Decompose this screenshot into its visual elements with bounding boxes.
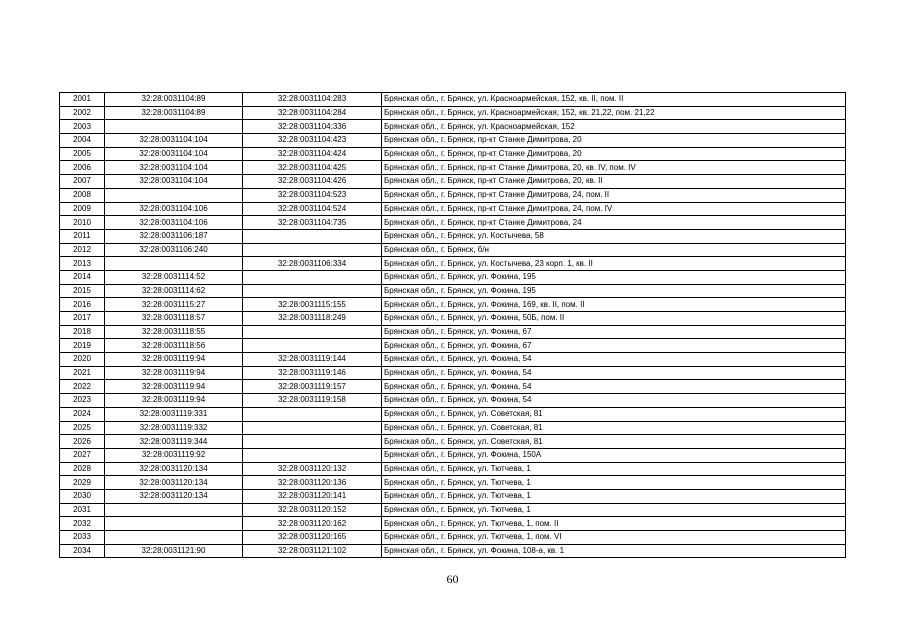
- row-number-cell: 2009: [60, 202, 105, 216]
- row-number-cell: 2033: [60, 531, 105, 545]
- table-row: [60, 366, 846, 380]
- room-cadastral-number-cell: 32:28:0031104:735: [243, 216, 382, 230]
- table-row: [60, 243, 846, 257]
- row-number-cell: 2020: [60, 353, 105, 367]
- table-row: [60, 216, 846, 230]
- row-number-cell: 2016: [60, 298, 105, 312]
- row-number-cell: 2026: [60, 435, 105, 449]
- table-row: [60, 93, 846, 107]
- table-row: [60, 284, 846, 298]
- registry-table: [59, 92, 846, 558]
- row-number-cell: 2032: [60, 517, 105, 531]
- row-number-cell: 2007: [60, 175, 105, 189]
- row-number-cell: 2003: [60, 120, 105, 134]
- room-cadastral-number-cell: [243, 339, 382, 353]
- table-row: [60, 517, 846, 531]
- cadastral-number-cell: 32:28:0031119:344: [105, 435, 243, 449]
- room-cadastral-number-cell: 32:28:0031104:424: [243, 147, 382, 161]
- cadastral-number-cell: [105, 188, 243, 202]
- address-cell: Брянская обл., г. Брянск, ул. Тютчева, 1: [382, 462, 846, 476]
- address-cell: Брянская обл., г. Брянск, ул. Фокина, 195: [382, 270, 846, 284]
- room-cadastral-number-cell: 32:28:0031119:144: [243, 353, 382, 367]
- address-cell: Брянская обл., г. Брянск, б/н: [382, 243, 846, 257]
- cadastral-number-cell: [105, 257, 243, 271]
- row-number-cell: 2027: [60, 448, 105, 462]
- address-cell: Брянская обл., г. Брянск, ул. Фокина, 54: [382, 366, 846, 380]
- table-row: [60, 407, 846, 421]
- room-cadastral-number-cell: [243, 284, 382, 298]
- row-number-cell: 2010: [60, 216, 105, 230]
- row-number-cell: 2018: [60, 325, 105, 339]
- cadastral-number-cell: 32:28:0031114:62: [105, 284, 243, 298]
- registry-table-body: [60, 93, 846, 558]
- address-cell: Брянская обл., г. Брянск, ул. Красноармейская, 152, кв. II, пом. II: [382, 93, 846, 107]
- address-cell: Брянская обл., г. Брянск, пр-кт Станке Димитрова, 24, пом. II: [382, 188, 846, 202]
- room-cadastral-number-cell: [243, 325, 382, 339]
- cadastral-number-cell: 32:28:0031104:104: [105, 147, 243, 161]
- cadastral-number-cell: 32:28:0031115:27: [105, 298, 243, 312]
- table-row: [60, 489, 846, 503]
- address-cell: Брянская обл., г. Брянск, ул. Фокина, 67: [382, 339, 846, 353]
- row-number-cell: 2024: [60, 407, 105, 421]
- address-cell: Брянская обл., г. Брянск, ул. Тютчева, 1: [382, 489, 846, 503]
- cadastral-number-cell: 32:28:0031119:331: [105, 407, 243, 421]
- address-cell: Брянская обл., г. Брянск, пр-кт Станке Димитрова, 24: [382, 216, 846, 230]
- room-cadastral-number-cell: 32:28:0031120:165: [243, 531, 382, 545]
- row-number-cell: 2006: [60, 161, 105, 175]
- table-row: [60, 435, 846, 449]
- cadastral-number-cell: [105, 120, 243, 134]
- room-cadastral-number-cell: 32:28:0031115:155: [243, 298, 382, 312]
- room-cadastral-number-cell: 32:28:0031120:162: [243, 517, 382, 531]
- address-cell: Брянская обл., г. Брянск, ул. Фокина, 150А: [382, 448, 846, 462]
- cadastral-number-cell: 32:28:0031104:104: [105, 134, 243, 148]
- row-number-cell: 2012: [60, 243, 105, 257]
- row-number-cell: 2025: [60, 421, 105, 435]
- room-cadastral-number-cell: 32:28:0031119:157: [243, 380, 382, 394]
- cadastral-number-cell: 32:28:0031104:89: [105, 106, 243, 120]
- row-number-cell: 2013: [60, 257, 105, 271]
- cadastral-number-cell: 32:28:0031119:94: [105, 366, 243, 380]
- address-cell: Брянская обл., г. Брянск, ул. Красноармейская, 152, кв. 21,22, пом. 21,22: [382, 106, 846, 120]
- room-cadastral-number-cell: 32:28:0031104:425: [243, 161, 382, 175]
- address-cell: Брянская обл., г. Брянск, пр-кт Станке Димитрова, 20, кв. II: [382, 175, 846, 189]
- row-number-cell: 2008: [60, 188, 105, 202]
- cadastral-number-cell: 32:28:0031106:187: [105, 229, 243, 243]
- room-cadastral-number-cell: 32:28:0031106:334: [243, 257, 382, 271]
- cadastral-number-cell: 32:28:0031118:56: [105, 339, 243, 353]
- table-row: [60, 298, 846, 312]
- row-number-cell: 2021: [60, 366, 105, 380]
- address-cell: Брянская обл., г. Брянск, ул. Тютчева, 1, пом. II: [382, 517, 846, 531]
- table-row: [60, 202, 846, 216]
- cadastral-number-cell: 32:28:0031119:94: [105, 353, 243, 367]
- table-row: [60, 448, 846, 462]
- address-cell: Брянская обл., г. Брянск, ул. Фокина, 108-а, кв. 1: [382, 544, 846, 558]
- table-row: [60, 339, 846, 353]
- row-number-cell: 2028: [60, 462, 105, 476]
- cadastral-number-cell: 32:28:0031104:104: [105, 175, 243, 189]
- address-cell: Брянская обл., г. Брянск, ул. Советская, 81: [382, 421, 846, 435]
- table-row: [60, 120, 846, 134]
- cadastral-number-cell: 32:28:0031104:89: [105, 93, 243, 107]
- cadastral-number-cell: [105, 517, 243, 531]
- cadastral-number-cell: 32:28:0031118:55: [105, 325, 243, 339]
- room-cadastral-number-cell: 32:28:0031104:283: [243, 93, 382, 107]
- room-cadastral-number-cell: [243, 270, 382, 284]
- room-cadastral-number-cell: 32:28:0031119:158: [243, 394, 382, 408]
- room-cadastral-number-cell: 32:28:0031104:284: [243, 106, 382, 120]
- address-cell: Брянская обл., г. Брянск, ул. Тютчева, 1: [382, 503, 846, 517]
- cadastral-number-cell: 32:28:0031119:94: [105, 380, 243, 394]
- table-row: [60, 531, 846, 545]
- table-row: [60, 188, 846, 202]
- table-row: [60, 229, 846, 243]
- room-cadastral-number-cell: 32:28:0031104:523: [243, 188, 382, 202]
- address-cell: Брянская обл., г. Брянск, пр-кт Станке Димитрова, 20: [382, 147, 846, 161]
- row-number-cell: 2019: [60, 339, 105, 353]
- room-cadastral-number-cell: 32:28:0031120:136: [243, 476, 382, 490]
- cadastral-number-cell: 32:28:0031114:52: [105, 270, 243, 284]
- cadastral-number-cell: 32:28:0031120:134: [105, 476, 243, 490]
- address-cell: Брянская обл., г. Брянск, ул. Красноармейская, 152: [382, 120, 846, 134]
- table-row: [60, 270, 846, 284]
- row-number-cell: 2017: [60, 312, 105, 326]
- address-cell: Брянская обл., г. Брянск, ул. Фокина, 54: [382, 380, 846, 394]
- table-row: [60, 134, 846, 148]
- cadastral-number-cell: 32:28:0031119:94: [105, 394, 243, 408]
- cadastral-number-cell: 32:28:0031104:106: [105, 202, 243, 216]
- cadastral-number-cell: 32:28:0031118:57: [105, 312, 243, 326]
- address-cell: Брянская обл., г. Брянск, ул. Советская, 81: [382, 407, 846, 421]
- table-row: [60, 380, 846, 394]
- table-row: [60, 394, 846, 408]
- table-row: [60, 353, 846, 367]
- address-cell: Брянская обл., г. Брянск, ул. Костычева, 58: [382, 229, 846, 243]
- cadastral-number-cell: 32:28:0031119:92: [105, 448, 243, 462]
- table-row: [60, 175, 846, 189]
- address-cell: Брянская обл., г. Брянск, пр-кт Станке Димитрова, 20, кв. IV, пом. IV: [382, 161, 846, 175]
- cadastral-number-cell: 32:28:0031120:134: [105, 489, 243, 503]
- table-row: [60, 503, 846, 517]
- room-cadastral-number-cell: 32:28:0031120:152: [243, 503, 382, 517]
- address-cell: Брянская обл., г. Брянск, ул. Костычева, 23 корп. 1, кв. II: [382, 257, 846, 271]
- cadastral-number-cell: [105, 531, 243, 545]
- cadastral-number-cell: 32:28:0031104:104: [105, 161, 243, 175]
- page-number: 60: [446, 572, 459, 586]
- row-number-cell: 2030: [60, 489, 105, 503]
- table-row: [60, 325, 846, 339]
- row-number-cell: 2015: [60, 284, 105, 298]
- table-row: [60, 257, 846, 271]
- row-number-cell: 2023: [60, 394, 105, 408]
- row-number-cell: 2034: [60, 544, 105, 558]
- address-cell: Брянская обл., г. Брянск, ул. Фокина, 50Б, пом. II: [382, 312, 846, 326]
- room-cadastral-number-cell: [243, 448, 382, 462]
- room-cadastral-number-cell: 32:28:0031104:423: [243, 134, 382, 148]
- room-cadastral-number-cell: [243, 421, 382, 435]
- room-cadastral-number-cell: [243, 435, 382, 449]
- table-row: [60, 147, 846, 161]
- row-number-cell: 2002: [60, 106, 105, 120]
- address-cell: Брянская обл., г. Брянск, ул. Тютчева, 1, пом. VI: [382, 531, 846, 545]
- address-cell: Брянская обл., г. Брянск, ул. Фокина, 195: [382, 284, 846, 298]
- room-cadastral-number-cell: 32:28:0031120:141: [243, 489, 382, 503]
- row-number-cell: 2014: [60, 270, 105, 284]
- row-number-cell: 2004: [60, 134, 105, 148]
- address-cell: Брянская обл., г. Брянск, ул. Фокина, 67: [382, 325, 846, 339]
- cadastral-number-cell: 32:28:0031121:90: [105, 544, 243, 558]
- address-cell: Брянская обл., г. Брянск, ул. Советская, 81: [382, 435, 846, 449]
- room-cadastral-number-cell: 32:28:0031119:146: [243, 366, 382, 380]
- table-row: [60, 421, 846, 435]
- row-number-cell: 2011: [60, 229, 105, 243]
- room-cadastral-number-cell: 32:28:0031121:102: [243, 544, 382, 558]
- room-cadastral-number-cell: [243, 243, 382, 257]
- row-number-cell: 2031: [60, 503, 105, 517]
- room-cadastral-number-cell: 32:28:0031104:524: [243, 202, 382, 216]
- room-cadastral-number-cell: 32:28:0031118:249: [243, 312, 382, 326]
- table-row: [60, 312, 846, 326]
- room-cadastral-number-cell: 32:28:0031104:336: [243, 120, 382, 134]
- room-cadastral-number-cell: [243, 229, 382, 243]
- row-number-cell: 2005: [60, 147, 105, 161]
- address-cell: Брянская обл., г. Брянск, ул. Фокина, 54: [382, 394, 846, 408]
- cadastral-number-cell: 32:28:0031119:332: [105, 421, 243, 435]
- address-cell: Брянская обл., г. Брянск, ул. Фокина, 169, кв. II, пом. II: [382, 298, 846, 312]
- address-cell: Брянская обл., г. Брянск, пр-кт Станке Димитрова, 24, пом. IV: [382, 202, 846, 216]
- table-row: [60, 544, 846, 558]
- row-number-cell: 2022: [60, 380, 105, 394]
- row-number-cell: 2001: [60, 93, 105, 107]
- room-cadastral-number-cell: 32:28:0031120:132: [243, 462, 382, 476]
- room-cadastral-number-cell: 32:28:0031104:426: [243, 175, 382, 189]
- table-row: [60, 106, 846, 120]
- cadastral-number-cell: 32:28:0031120:134: [105, 462, 243, 476]
- address-cell: Брянская обл., г. Брянск, ул. Фокина, 54: [382, 353, 846, 367]
- address-cell: Брянская обл., г. Брянск, пр-кт Станке Димитрова, 20: [382, 134, 846, 148]
- table-row: [60, 476, 846, 490]
- row-number-cell: 2029: [60, 476, 105, 490]
- cadastral-number-cell: 32:28:0031104:106: [105, 216, 243, 230]
- cadastral-number-cell: 32:28:0031106:240: [105, 243, 243, 257]
- address-cell: Брянская обл., г. Брянск, ул. Тютчева, 1: [382, 476, 846, 490]
- table-row: [60, 161, 846, 175]
- room-cadastral-number-cell: [243, 407, 382, 421]
- table-row: [60, 462, 846, 476]
- cadastral-number-cell: [105, 503, 243, 517]
